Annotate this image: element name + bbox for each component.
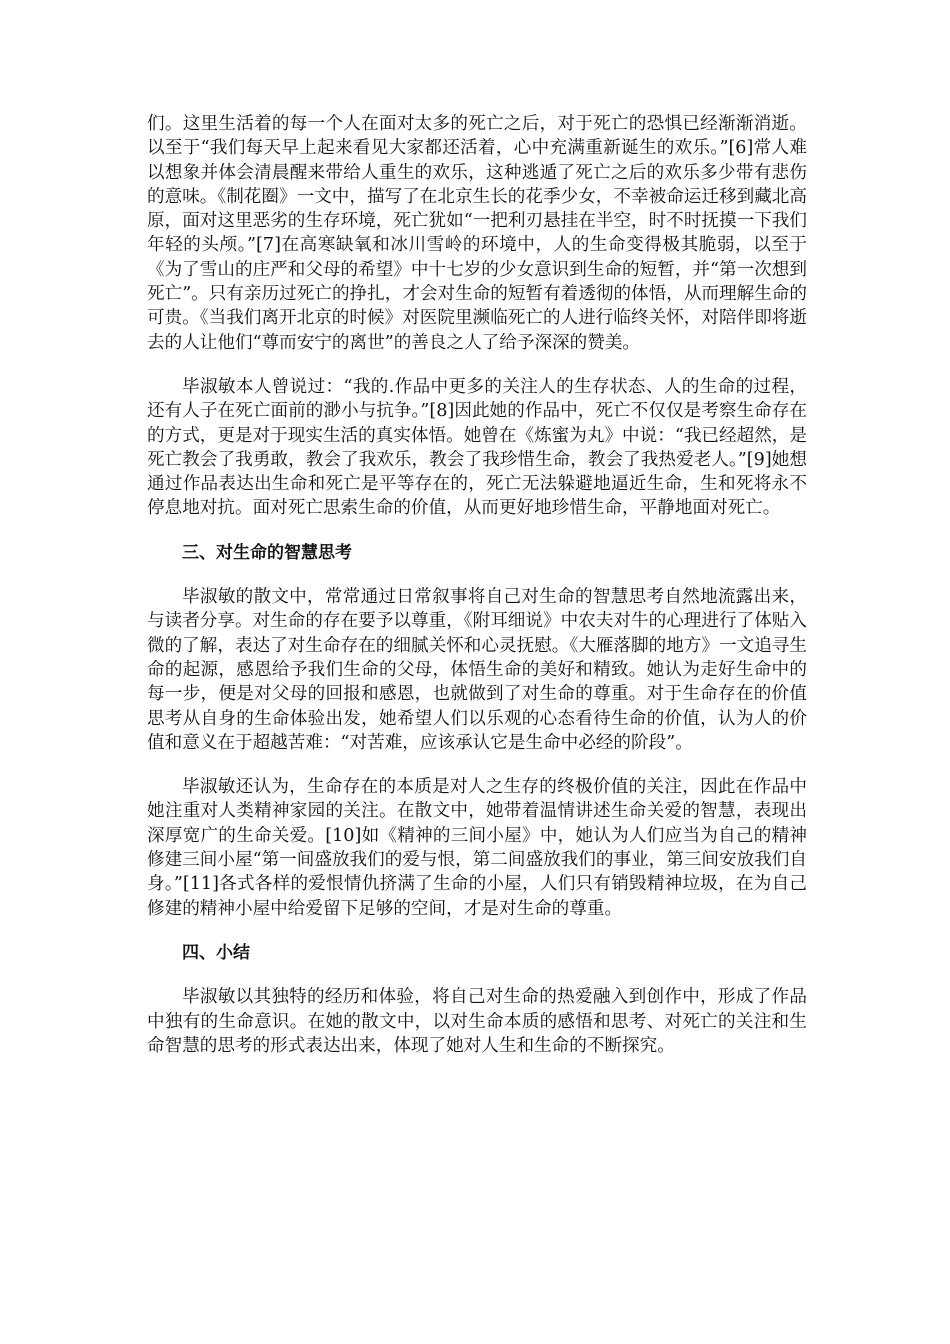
section-heading-summary: 四、小结	[182, 942, 250, 963]
paragraph-summary: 毕淑敏以其独特的经历和体验，将自己对生命的热爱融入到创作中，形成了作品中独有的生命意识。在她的散文中，以对生命本质的感悟和思考、对死亡的关注和生命智慧的思考的形式表达出来，体现了她对人生和生命的不断探究。	[147, 987, 807, 1056]
section-heading-wisdom: 三、对生命的智慧思考	[182, 542, 352, 563]
paragraph-wisdom-respect: 毕淑敏的散文中，常常通过日常叙事将自己对生命的智慧思考自然地流露出来，与读者分享。对生命的存在要予以尊重，《附耳细说》中农夫对牛的心理进行了体贴入微的了解，表达了对生命存在的细腻关怀和心灵抚慰。《大雁落脚的地方》一文追寻生命的起源，感恩给予我们生命的父母，体悟生命的美好和精致。她认为走好生命中的每一步，便是对父母的回报和感恩，也就做到了对生命的尊重。对于生命存在的价值思考从自身的生命体验出发，她希望人们以乐观的心态看待生命的价值，认为人的价值和意义在于超越苦难：“对苦难，应该承认它是生命中必经的阶段”。	[147, 587, 807, 753]
article-body	[147, 112, 807, 1078]
paragraph-death-continued: 们。这里生活着的每一个人在面对太多的死亡之后，对于死亡的恐惧已经渐渐消逝。以至于“我们每天早上起来看见大家都还活着，心中充满重新诞生的欢乐。”[6]常人难以想象并体会清晨醒来带给人重生的欢乐，这种逃遁了死亡之后的欢乐多少带有悲伤的意味。《制花圈》一文中，描写了在北京生长的花季少女，不幸被命运迁移到藏北高原，面对这里恶劣的生存环境，死亡犹如“一把利刃悬挂在半空，时不时抚摸一下我们年轻的头颅。”[7]在高寒缺氧和冰川雪岭的环境中，人的生命变得极其脆弱，以至于《为了雪山的庄严和父母的希望》中十七岁的少女意识到生命的短暂，并“第一次想到死亡”。只有亲历过死亡的挣扎，才会对生命的短暂有着透彻的体悟，从而理解生命的可贵。《当我们离开北京的时候》对医院里濒临死亡的人进行临终关怀，对陪伴即将逝去的人让他们“尊而安宁的离世”的善良之人了给予深深的赞美。	[147, 114, 807, 353]
paragraph-author-quote: 毕淑敏本人曾说过：“我的.作品中更多的关注人的生存状态、人的生命的过程，还有人子在死亡面前的渺小与抗争。”[8]因此她的作品中，死亡不仅仅是考察生命存在的方式，更是对于现实生活的真实体悟。她曾在《炼蜜为丸》中说：“我已经超然，是死亡教会了我勇敢，教会了我欢乐，教会了我珍惜生命，教会了我热爱老人。”[9]她想通过作品表达出生命和死亡是平等存在的，死亡无法躲避地逼近生命，生和死将永不停息地对抗。面对死亡思索生命的价值，从而更好地珍惜生命，平静地面对死亡。	[147, 376, 807, 519]
paragraph-spiritual-home: 毕淑敏还认为，生命存在的本质是对人之生存的终极价值的关注，因此在作品中她注重对人类精神家园的关注。在散文中，她带着温情讲述生命关爱的智慧，表现出深厚宽广的生命关爱。[10]如《精神的三间小屋》中，她认为人们应当为自己的精神修建三间小屋“第一间盛放我们的爱与恨，第二间盛放我们的事业，第三间安放我们自身。”[11]各式各样的爱恨情仇挤满了生命的小屋，人们只有销毁精神垃圾，在为自己修建的精神小屋中给爱留下足够的空间，才是对生命的尊重。	[147, 777, 807, 919]
